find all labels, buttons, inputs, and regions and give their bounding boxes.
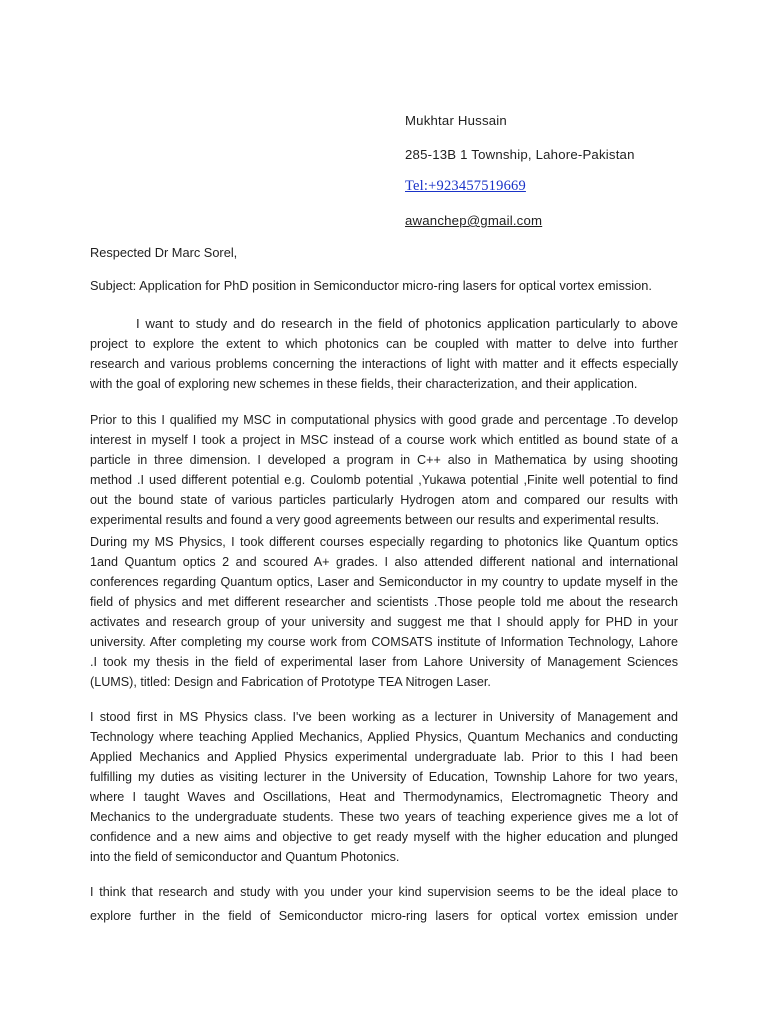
paragraph-3-line-8: (LUMS), titled: Design and Fabrication of Prototype TEA Nitrogen Laser. bbox=[90, 675, 491, 689]
paragraph-1 bbox=[90, 314, 678, 394]
paragraph-3-line-3: conferences regarding Quantum optics, Laser and Semiconductor in my country to update myself in the bbox=[90, 575, 678, 589]
subject-line: Subject: Application for PhD position in Semiconductor micro-ring lasers for optical vortex emission. bbox=[90, 278, 652, 293]
paragraph-5-line-1: I think that research and study with you under your kind supervision seems to be the ideal place to bbox=[90, 885, 678, 899]
paragraph-4-line-5: where I taught Waves and Oscillations, Heat and Thermodynamics, Electromagnetic Theory and bbox=[90, 790, 678, 804]
sender-email-link[interactable]: awanchep@gmail.com bbox=[405, 213, 543, 228]
paragraph-4-line-3: Applied Mechanics and Applied Physics experimental undergraduate lab. Prior to this I had been bbox=[90, 750, 678, 764]
paragraph-2 bbox=[90, 410, 678, 530]
paragraph-2-line-5: out the bound state of various particles particularly Hydrogen atom and compared our results with bbox=[90, 493, 678, 507]
paragraph-3-line-4: field of physics and met different researcher and scientists .Those people told me about the research bbox=[90, 595, 678, 609]
sender-address: 285-13B 1 Township, Lahore-Pakistan bbox=[405, 147, 635, 162]
paragraph-1-line-3: research and various problems concerning the interactions of light with matter and it effects especially bbox=[90, 357, 678, 371]
paragraph-3-line-7: .I took my thesis in the field of experimental laser from Lahore University of Management Sciences bbox=[90, 655, 678, 669]
paragraph-1-line-2: project to explore the extent to which photonics can be coupled with matter to delve into further bbox=[90, 337, 678, 351]
paragraph-3-line-6: university. After completing my course work from COMSATS institute of Information Technology, Lahore bbox=[90, 635, 678, 649]
paragraph-5 bbox=[90, 880, 678, 928]
paragraph-3-line-2: 1and Quantum optics 2 and scoured A+ grades. I also attended different national and international bbox=[90, 555, 678, 569]
paragraph-2-line-2: interest in myself I took a project in MSC instead of a course work which entitled as bound state of a bbox=[90, 433, 678, 447]
paragraph-2-line-6: experimental results and found a very good agreements between our results and experimental results. bbox=[90, 513, 660, 527]
paragraph-3 bbox=[90, 532, 678, 692]
paragraph-4 bbox=[90, 707, 678, 867]
paragraph-4-line-8: into the field of semiconductor and Quantum Photonics. bbox=[90, 850, 400, 864]
paragraph-2-line-3: particle in three dimension. I developed a program in C++ also in Mathematica by using shooting bbox=[90, 453, 678, 467]
paragraph-4-line-7: confidence and a new aims and objective to get ready myself with the higher education and plunged bbox=[90, 830, 678, 844]
sender-name: Mukhtar Hussain bbox=[405, 113, 507, 128]
paragraph-4-line-2: Technology where teaching Applied Mechanics, Applied Physics, Quantum Mechanics and conducting bbox=[90, 730, 678, 744]
paragraph-3-line-1: During my MS Physics, I took different courses especially regarding to photonics like Quantum optics bbox=[90, 535, 678, 549]
paragraph-4-line-1: I stood first in MS Physics class. I've been working as a lecturer in University of Management and bbox=[90, 710, 678, 724]
paragraph-1-line-1: I want to study and do research in the field of photonics application particularly to above bbox=[136, 316, 678, 331]
paragraph-2-line-4: method .I used different potential e.g. Coulomb potential ,Yukawa potential ,Finite well potential to find bbox=[90, 473, 678, 487]
paragraph-3-line-5: activates and research group of your university and suggest me that I should apply for PHD in your bbox=[90, 615, 678, 629]
paragraph-5-line-2: explore further in the field of Semiconductor micro-ring lasers for optical vortex emission under bbox=[90, 909, 678, 923]
salutation: Respected Dr Marc Sorel, bbox=[90, 245, 238, 260]
sender-telephone-link[interactable]: Tel:+923457519669 bbox=[405, 178, 526, 194]
paragraph-4-line-4: fulfilling my duties as visiting lecturer in the University of Education, Township Lahore for two years, bbox=[90, 770, 678, 784]
paragraph-2-line-1: Prior to this I qualified my MSC in computational physics with good grade and percentage .To develop bbox=[90, 413, 678, 427]
paragraph-4-line-6: Mechanics to the undergraduate students. These two years of teaching experience gives me a lot of bbox=[90, 810, 678, 824]
paragraph-1-line-4: with the goal of exploring new schemes in these fields, their characterization, and their application. bbox=[90, 377, 638, 391]
